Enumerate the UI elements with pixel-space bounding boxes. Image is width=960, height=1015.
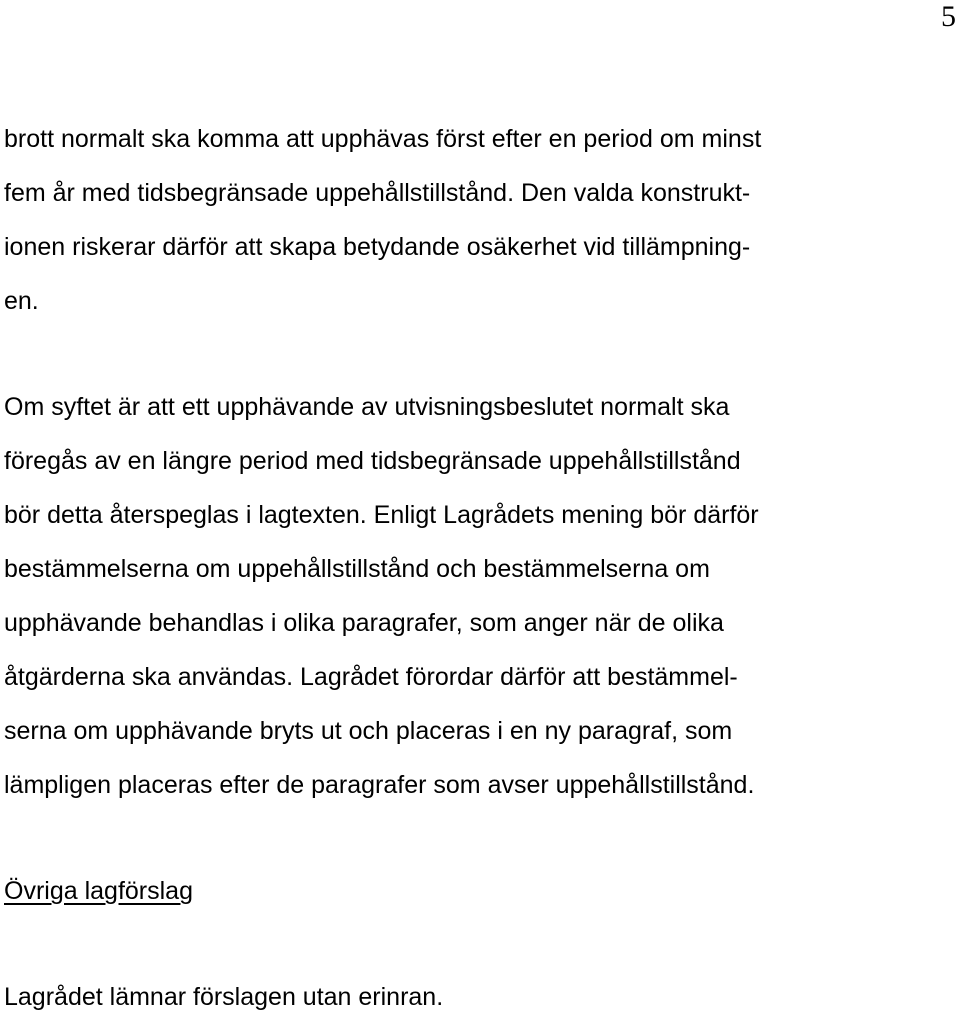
- paragraph-line: föregås av en längre period med tidsbegränsade uppehållstillstånd: [4, 447, 741, 475]
- paragraph-line: bör detta återspeglas i lagtexten. Enligt Lagrådets mening bör därför: [4, 501, 759, 529]
- paragraph-line: en.: [4, 287, 39, 315]
- paragraph-line: upphävande behandlas i olika paragrafer, som anger när de olika: [4, 609, 724, 637]
- section-body: Lagrådet lämnar förslagen utan erinran.: [4, 983, 444, 1011]
- paragraph-line: bestämmelserna om uppehållstillstånd och bestämmelserna om: [4, 555, 710, 583]
- paragraph-line: Om syftet är att ett upphävande av utvisningsbeslutet normalt ska: [4, 393, 730, 421]
- page-number: 5: [941, 0, 956, 33]
- paragraph-line: fem år med tidsbegränsade uppehållstillstånd. Den valda konstrukt-: [4, 179, 751, 207]
- paragraph-line: serna om upphävande bryts ut och placeras i en ny paragraf, som: [4, 717, 733, 745]
- paragraph-line: brott normalt ska komma att upphävas först efter en period om minst: [4, 125, 762, 153]
- paragraph-line: åtgärderna ska användas. Lagrådet förordar därför att bestämmel-: [4, 663, 738, 691]
- paragraph-line: ionen riskerar därför att skapa betydande osäkerhet vid tillämpning-: [4, 233, 751, 261]
- section-heading: Övriga lagförslag: [4, 877, 193, 905]
- paragraph-line: lämpligen placeras efter de paragrafer som avser uppehållstillstånd.: [4, 771, 755, 799]
